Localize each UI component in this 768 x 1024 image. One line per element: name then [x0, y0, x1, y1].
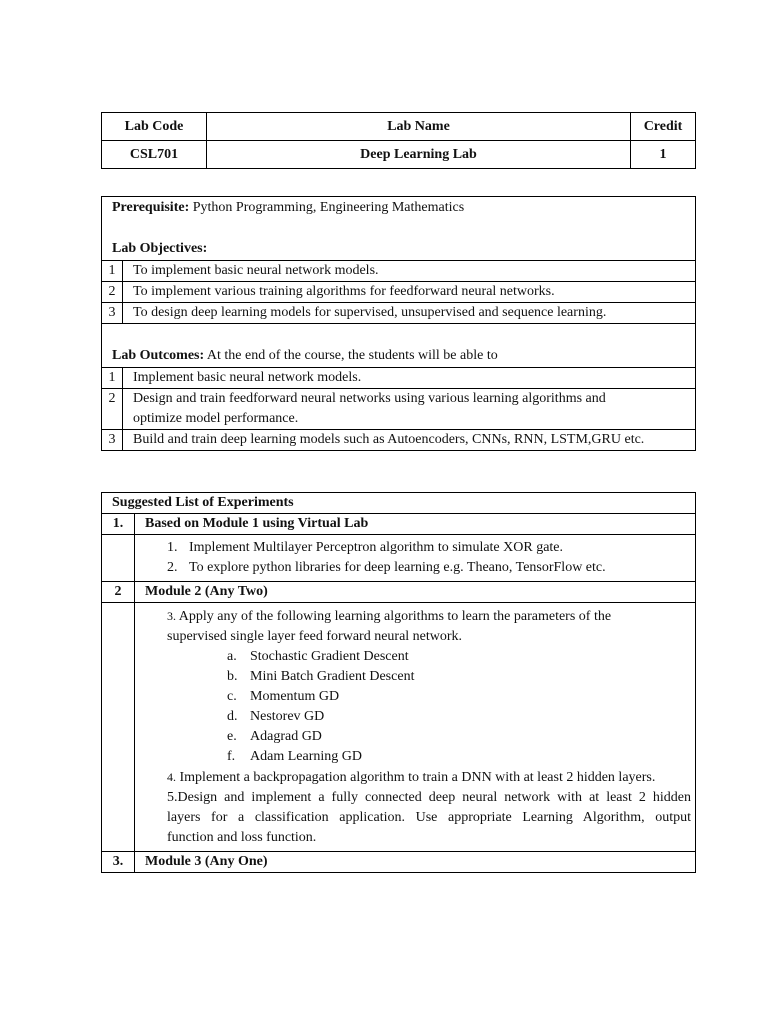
list-item: f. Adam Learning GD	[227, 749, 362, 764]
experiment-3: 3. Apply any of the following learning algorithms to learn the parameters of the	[167, 609, 612, 624]
module-heading: Based on Module 1 using Virtual Lab	[135, 514, 696, 535]
list-item: e. Adagrad GD	[227, 729, 322, 744]
prerequisite-label: Prerequisite:	[112, 200, 190, 215]
outcome-number: 3	[102, 430, 123, 451]
outcome-text: Implement basic neural network models.	[123, 368, 696, 389]
lab-code-value: CSL701	[102, 141, 207, 169]
module2-experiments	[135, 603, 696, 852]
experiment-4: 4. Implement a backpropagation algorithm to train a DNN with at least 2 hidden layers.	[167, 770, 656, 785]
objective-text: To implement basic neural network models.	[123, 261, 696, 282]
module-number: 3.	[102, 852, 135, 873]
experiments-table	[101, 492, 696, 873]
module1-experiments	[135, 535, 696, 582]
credit-value: 1	[631, 141, 696, 169]
objective-number: 2	[102, 282, 123, 303]
prerequisite-text: Python Programming, Engineering Mathematics	[189, 200, 465, 215]
lab-name-value: Deep Learning Lab	[207, 141, 631, 169]
list-item	[102, 261, 696, 282]
outcomes-label: Lab Outcomes:	[112, 348, 205, 363]
experiment-5: 5.Design and implement a fully connected deep neural network with at least 2 hidden	[167, 790, 691, 805]
experiment-3-cont: supervised single layer feed forward neural network.	[167, 629, 463, 644]
module-number: 1.	[102, 514, 135, 535]
outcome-text-line: Design and train feedforward neural networks using various learning algorithms and	[133, 391, 606, 406]
list-item	[102, 368, 696, 389]
objective-text: To implement various training algorithms for feedforward neural networks.	[123, 282, 696, 303]
module-row	[102, 582, 696, 603]
header-lab-code: Lab Code	[102, 113, 207, 141]
experiment-5-cont: function and loss function.	[167, 830, 317, 845]
objective-text: To design deep learning models for supervised, unsupervised and sequence learning.	[123, 303, 696, 324]
table-header-row	[102, 113, 696, 141]
outcomes-cell	[102, 324, 696, 368]
objective-number: 3	[102, 303, 123, 324]
module-heading: Module 2 (Any Two)	[135, 582, 696, 603]
experiment-5-cont: layers for a classification application. Use appropriate Learning Algorithm, output	[167, 810, 691, 825]
list-item: 1. Implement Multilayer Perceptron algorithm to simulate XOR gate.	[167, 540, 564, 555]
outcome-text	[123, 389, 696, 430]
list-item: a. Stochastic Gradient Descent	[227, 649, 409, 664]
objectives-table	[101, 196, 696, 451]
outcome-number: 2	[102, 389, 123, 430]
experiments-title: Suggested List of Experiments	[102, 493, 696, 514]
list-item	[102, 389, 696, 430]
objective-number: 1	[102, 261, 123, 282]
objectives-label: Lab Objectives:	[112, 241, 208, 256]
list-item: 2. To explore python libraries for deep learning e.g. Theano, TensorFlow etc.	[167, 560, 606, 575]
list-item: d. Nestorev GD	[227, 709, 325, 724]
list-item: c. Momentum GD	[227, 689, 340, 704]
module-row	[102, 514, 696, 535]
outcomes-intro: At the end of the course, the students will be able to	[204, 348, 498, 363]
outcome-text-line: optimize model performance.	[133, 411, 299, 426]
table-row	[102, 141, 696, 169]
list-item: b. Mini Batch Gradient Descent	[227, 669, 415, 684]
header-credit: Credit	[631, 113, 696, 141]
outcome-text: Build and train deep learning models such as Autoencoders, CNNs, RNN, LSTM,GRU etc.	[123, 430, 696, 451]
lab-info-table	[101, 112, 696, 169]
list-item	[102, 282, 696, 303]
outcome-number: 1	[102, 368, 123, 389]
list-item	[102, 430, 696, 451]
module-heading: Module 3 (Any One)	[135, 852, 696, 873]
prerequisite-cell	[102, 197, 696, 261]
module-number: 2	[102, 582, 135, 603]
module-row	[102, 852, 696, 873]
header-lab-name: Lab Name	[207, 113, 631, 141]
list-item	[102, 303, 696, 324]
